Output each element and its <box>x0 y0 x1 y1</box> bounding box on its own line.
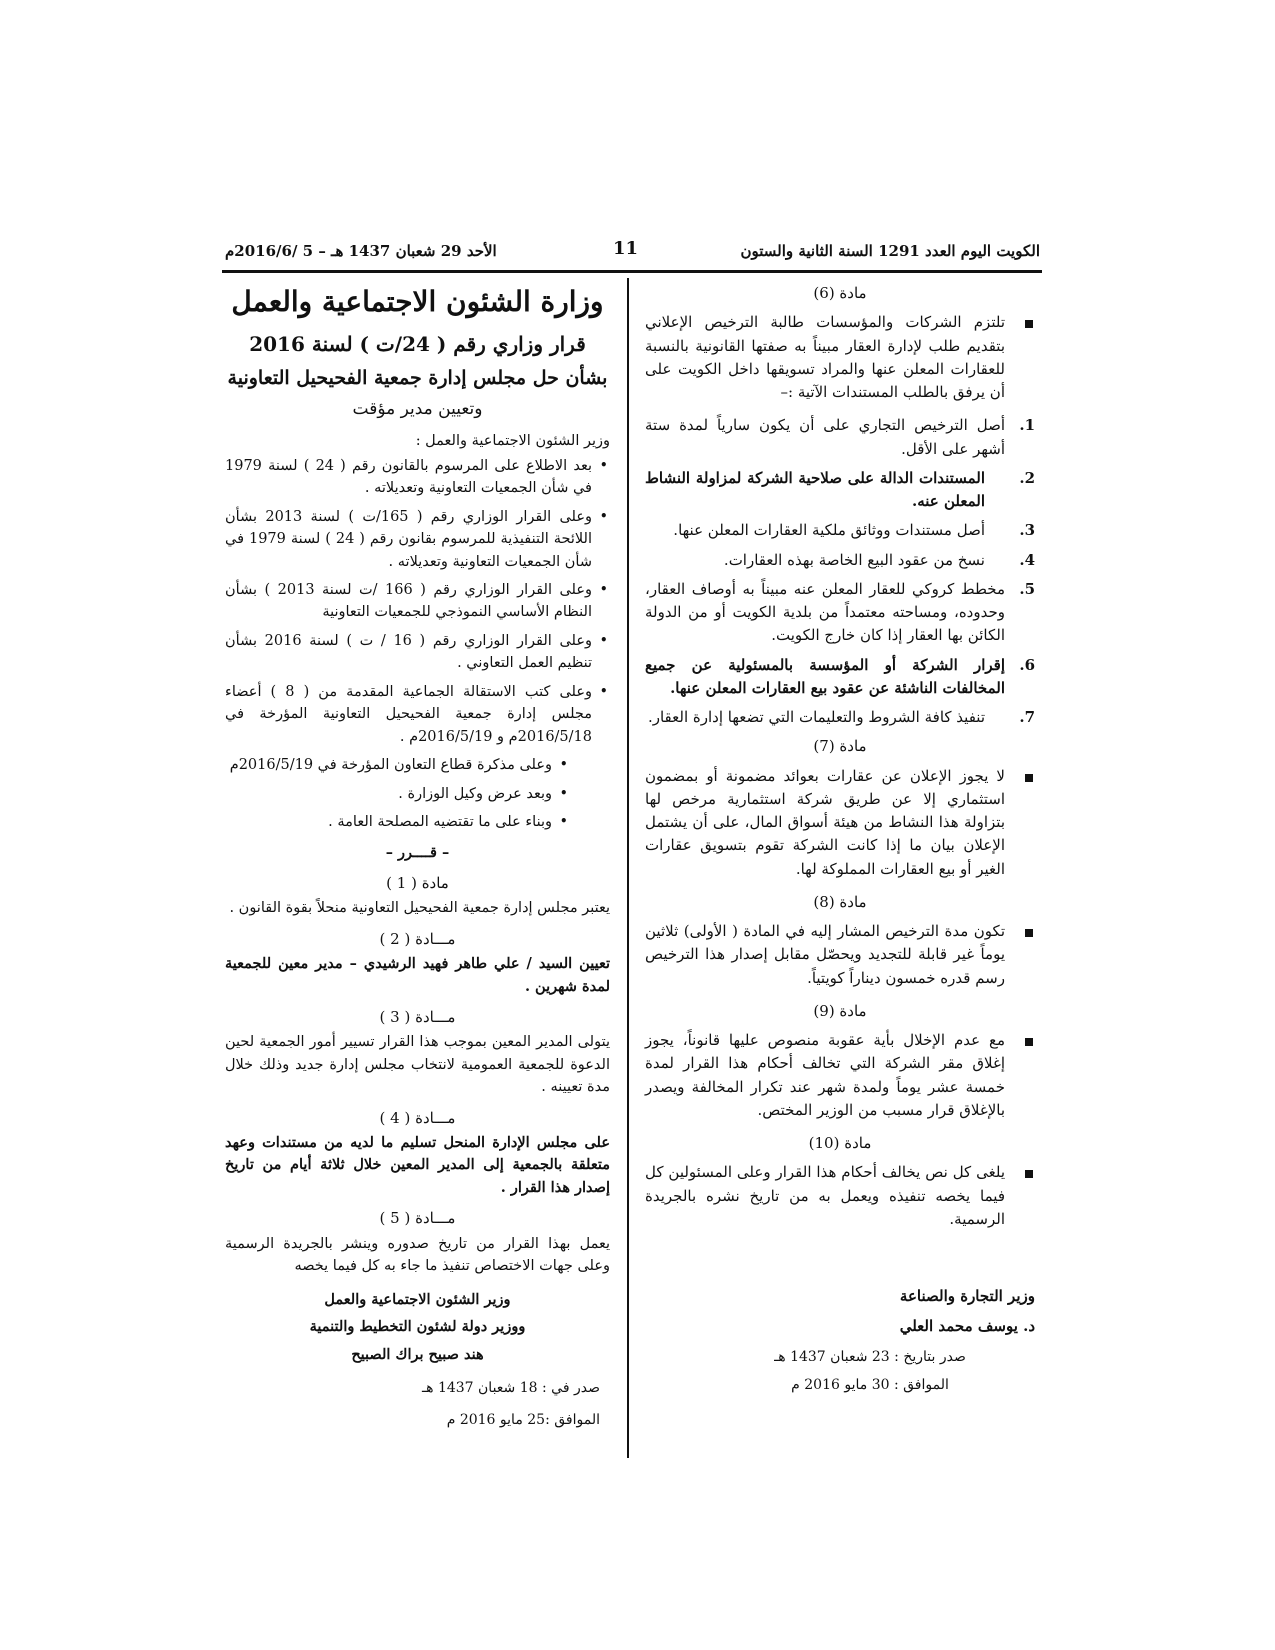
list-item: • وعلى القرار الوزاري رقم ( 166 /ت لسنة 2013 ) بشأن النظام الأساسي النموذجي للجمعيات التعاونية <box>225 579 610 624</box>
square-bullet-icon <box>1025 1170 1033 1178</box>
signer-title: وزير التجارة والصناعة <box>899 1287 1035 1305</box>
list-item: • وبناء على ما تقتضيه المصلحة العامة . <box>225 811 570 833</box>
column-divider <box>627 278 629 1458</box>
bullet-icon: • <box>559 757 568 774</box>
signer-name: هند صبيح براك الصبيح <box>351 1345 484 1363</box>
header-issue-info: الكويت اليوم العدد 1291 السنة الثانية والستون <box>740 242 1040 260</box>
signer-name: د. يوسف محمد العلي <box>899 1317 1035 1335</box>
issue-date: صدر بتاريخ : 23 شعبان 1437 هـ <box>774 1349 966 1365</box>
right-column <box>645 280 1035 1396</box>
list-item: • بعد الاطلاع على المرسوم بالقانون رقم ( 24 ) لسنة 1979 في شأن الجمعيات التعاونية وتعديلاته . <box>225 455 610 500</box>
bullet-icon: • <box>599 457 608 474</box>
bullet-icon: • <box>599 581 608 598</box>
article-9-body <box>645 1029 1035 1122</box>
decree-number: قرار وزاري رقم ( 24/ت ) لسنة 2016 <box>249 332 586 357</box>
article-8-body <box>645 920 1035 990</box>
article-1-text: يعتبر مجلس إدارة جمعية الفحيحيل التعاونية منحلاً بقوة القانون . <box>229 900 610 917</box>
list-item: • وعلى القرار الوزاري رقم ( 16 / ت ) لسنة 2016 بشأن تنظيم العمل التعاوني . <box>225 630 610 675</box>
header-date: الأحد 29 شعبان 1437 هـ – 5 /2016/6م <box>225 242 497 260</box>
page-header <box>225 238 1040 266</box>
article-2-heading: مـــادة ( 2 ) <box>379 929 456 948</box>
list-item: 6. إقرار الشركة أو المؤسسة بالمسئولية عن جميع المخالفات الناشئة عن عقود بيع العقارات المعلن عنها. <box>645 655 1035 697</box>
list-item: 2. المستندات الدالة على صلاحية الشركة لمزاولة النشاط المعلن عنه. <box>645 468 1035 510</box>
article-5-text: يعمل بهذا القرار من تاريخ صدوره وينشر بالجريدة الرسمية وعلى جهات الاختصاص تنفيذ ما جاء به كل فيما يخصه <box>225 1235 610 1275</box>
list-item: 3. أصل مستندات ووثائق ملكية العقارات المعلن عنها. <box>673 521 1035 540</box>
bullet-icon: • <box>559 814 568 831</box>
article-7-heading: مادة (7) <box>813 737 867 756</box>
signer-title-2: ووزير دولة لشئون التخطيط والتنمية <box>309 1318 526 1336</box>
list-item: • وعلى كتب الاستقالة الجماعية المقدمة من ( 8 ) أعضاء مجلس إدارة جمعية الفحيحيل التعاونية المؤرخة في 2016/5/18م و 2016/5/19م . <box>225 681 610 748</box>
square-bullet-icon <box>1025 929 1033 937</box>
article-8-heading: مادة (8) <box>813 892 867 911</box>
page-number: 11 <box>613 238 639 259</box>
article-1-heading: مادة ( 1 ) <box>386 874 449 893</box>
article-6-heading: مادة (6) <box>813 284 867 302</box>
article-3-text: يتولى المدير المعين بموجب هذا القرار تسيير أمور الجمعية لحين الدعوة للجمعية العمومية لانتخاب مجلس إدارة جديد وذلك خلال مدة تعيينه . <box>225 1034 610 1096</box>
square-bullet-icon <box>1025 1038 1033 1046</box>
article-10-text: يلغى كل نص يخالف أحكام هذا القرار وعلى المسئولين كل فيما يخصه تنفيذه ويعمل به من تاريخ نشره بالجريدة الرسمية. <box>645 1163 1005 1228</box>
required-documents-list <box>645 414 1035 729</box>
article-2-text: تعيين السيد / علي طاهر فهيد الرشيدي – مدير معين للجمعية لمدة شهرين . <box>225 955 610 995</box>
article-7-text: لا يجوز الإعلان عن عقارات بعوائد مضمونة أو بمضمون استثماري إلا عن طريق شركة استثمارية مرخص لها بتزاولة هذا النشاط من هيئة أسواق المال، على أن يشتمل الإعلان بيان ما إذا كانت الشركة تقوم بتسويق عقارات الغير أو بيع العقارات المملوكة لها. <box>645 766 1005 878</box>
list-item: • وبعد عرض وكيل الوزارة . <box>225 783 570 805</box>
bullet-icon: • <box>559 785 568 802</box>
ministry-title: وزارة الشئون الاجتماعية والعمل <box>231 285 604 318</box>
article-9-heading: مادة (9) <box>813 1001 867 1020</box>
article-7-body <box>645 765 1035 881</box>
list-item: 5. مخطط كروكي للعقار المعلن عنه مبيناً به أوصاف العقار، وحدوده، ومساحته معتمداً من بلدية الكويت أو من الدولة الكائن بها العقار إذا كان خارج الكويت. <box>645 579 1035 645</box>
signer-title: وزير الشئون الاجتماعية والعمل <box>324 1290 511 1308</box>
list-item: • وعلى القرار الوزاري رقم ( 165/ت ) لسنة 2013 بشأن اللائحة التنفيذية للمرسوم بقانون رقم ( 24 ) لسنة 1979 في شأن الجمعيات التعاونية وتعديلاته . <box>225 506 610 573</box>
list-item: 1. أصل الترخيص التجاري على أن يكون سارياً لمدة ستة أشهر على الأقل. <box>645 416 1035 458</box>
article-10-body <box>645 1161 1035 1231</box>
square-bullet-icon <box>1025 774 1033 782</box>
corresponding-date: الموافق : 30 مايو 2016 م <box>791 1376 949 1393</box>
article-5-heading: مـــادة ( 5 ) <box>379 1209 456 1228</box>
article-4-heading: مـــادة ( 4 ) <box>379 1108 456 1127</box>
signature-block <box>645 1281 1035 1341</box>
header-rule <box>222 270 1042 273</box>
article-6-text: تلتزم الشركات والمؤسسات طالبة الترخيص الإعلاني بتقديم طلب لإدارة العقار مبيناً به صفتها القانونية بالنسبة للعقارات المعلن عنها والمراد تسويقها داخل الكويت على أن يرفق بالطلب المستندات الآتية :– <box>645 313 1005 401</box>
article-10-heading: مادة (10) <box>808 1134 872 1152</box>
decree-subject-line2: وتعيين مدير مؤقت <box>352 398 483 419</box>
article-9-text: مع عدم الإخلال بأية عقوبة منصوص عليها قانوناً، يجوز إغلاق مقر الشركة التي تخالف أحكام هذا القرار لمدة خمسة عشر يوماً ولمدة شهر عند تكرار المخالفة ويصدر بالإغلاق قرار مسبب من الوزير المختص. <box>645 1031 1005 1119</box>
article-8-text: تكون مدة الترخيص المشار إليه في المادة ( الأولى) ثلاثين يوماً غير قابلة للتجديد ويحصّل مقابل إصدار هذا الترخيص رسم قدره خمسون ديناراً كويتياً. <box>645 922 1005 987</box>
article-3-heading: مـــادة ( 3 ) <box>379 1008 456 1027</box>
preamble-list <box>225 455 610 834</box>
list-item: • وعلى مذكرة قطاع التعاون المؤرخة في 2016/5/19م <box>225 754 570 776</box>
bullet-icon: • <box>599 632 608 649</box>
article-4-text: على مجلس الإدارة المنحل تسليم ما لديه من مستندات وعهد متعلقة بالجمعية إلى المدير المعين خلال ثلاثة أيام من تاريخ إصدار هذا القرار . <box>225 1133 610 1196</box>
square-bullet-icon <box>1025 320 1033 328</box>
list-item: 7. تنفيذ كافة الشروط والتعليمات التي تضعها إدارة العقار. <box>647 708 1035 726</box>
corresponding-date: الموافق :25 مايو 2016 م <box>446 1411 600 1428</box>
list-item: 4. نسخ من عقود البيع الخاصة بهذه العقارات. <box>723 550 1035 569</box>
decided-heading: – قــــرر – <box>385 843 450 861</box>
left-column <box>225 280 610 1432</box>
bullet-icon: • <box>599 683 608 700</box>
article-6-body <box>645 311 1035 404</box>
bullet-icon: • <box>599 508 608 525</box>
decree-subject: بشأن حل مجلس إدارة جمعية الفحيحيل التعاونية <box>227 367 608 390</box>
signature-block <box>225 1286 610 1369</box>
preamble-intro: وزير الشئون الاجتماعية والعمل : <box>415 433 610 450</box>
issue-date: صدر في : 18 شعبان 1437 هـ <box>422 1380 600 1397</box>
